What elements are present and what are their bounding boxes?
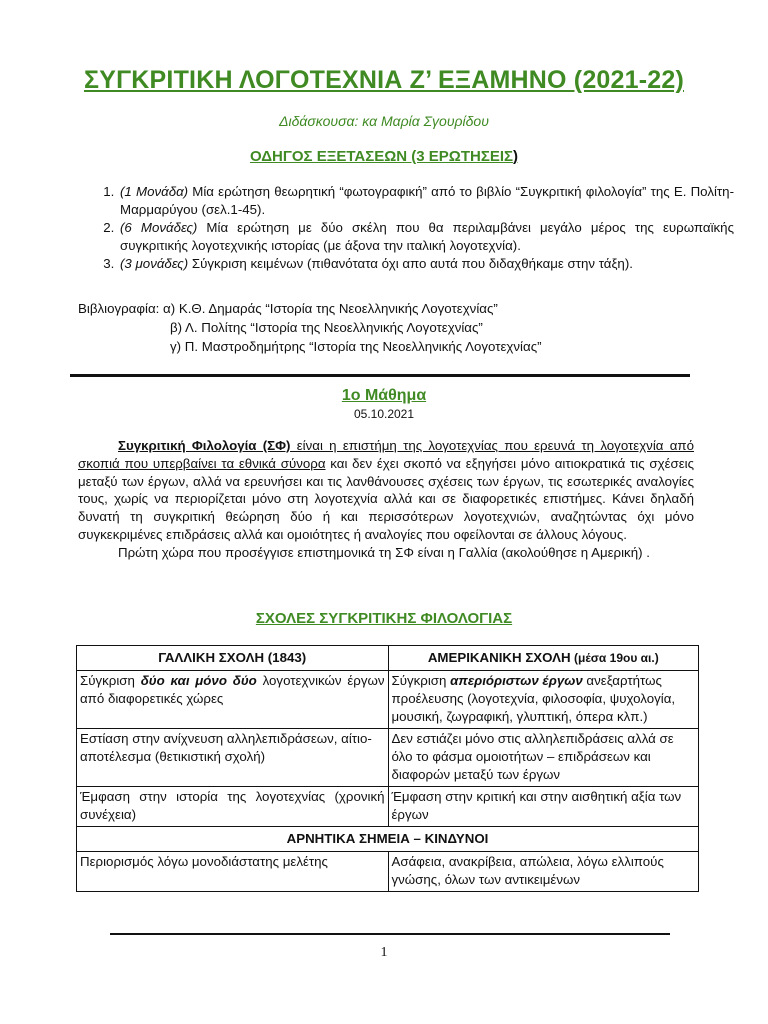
table-subheader-row (77, 827, 699, 852)
table-row (77, 671, 699, 729)
exam-guide-heading (0, 148, 768, 165)
bibliography-item: β) Λ. Πολίτης “Ιστορία της Νεοελληνικής Λογοτεχνίας” (170, 320, 483, 335)
teacher-line: Διδάσκουσα: κα Μαρία Σγουρίδου (279, 113, 489, 129)
column-header-french: ΓΑΛΛΙΚΗ ΣΧΟΛΗ (1843) (77, 646, 389, 671)
bibliography-row (78, 337, 698, 356)
table-row (77, 729, 699, 787)
term-highlight: Συγκριτική Φιλολογία (ΣΦ) (118, 438, 291, 453)
table-row (77, 787, 699, 827)
table-cell: Ασάφεια, ανακρίβεια, απώλεια, λόγω ελλιπούς γνώσης, όλων των αντικειμένων (388, 852, 699, 892)
table-cell: Περιορισμός λόγω μονοδιάστατης μελέτης (77, 852, 389, 892)
schools-heading: ΣΧΟΛΕΣ ΣΥΓΚΡΙΤΙΚΗΣ ΦΙΛΟΛΟΓΙΑΣ (255, 610, 513, 627)
bibliography-item: γ) Π. Μαστροδημήτρης “Ιστορία της Νεοελληνικής Λογοτεχνίας” (170, 339, 542, 354)
exam-question (118, 255, 734, 273)
footer-divider (110, 933, 670, 935)
bibliography-row (78, 318, 698, 337)
definition-underlined: είναι η επιστήμη της λογοτεχνίας που ερευνά τη λογοτεχνία από σκοπιά που υπερβαίνει τα εθνικά σύνορα (78, 438, 694, 471)
question-text: Σύγκριση κειμένων (πιθανότατα όχι απο αυτά που διδαχθήκαμε στην τάξη). (188, 256, 633, 271)
lesson-paragraph (78, 437, 694, 544)
cell-text: λογοτεχνικών έργων από διαφορετικές χώρες (80, 673, 385, 706)
table-cell (388, 671, 699, 729)
table-cell: Δεν εστιάζει μόνο στις αλληλεπιδράσεις αλλά σε όλο το φάσμα ομοιοτήτων – επιδράσεων και διαφορών μεταξύ των έργων (388, 729, 699, 787)
column-header-american-main: ΑΜΕΡΙΚΑΝΙΚΗ ΣΧΟΛΗ (427, 650, 571, 665)
question-text: Μία ερώτηση θεωρητική “φωτογραφική” από το βιβλίο “Συγκριτική φιλολογία” της Ε. Πολίτη- Μαρμαρύγου (σελ.1-45). (120, 184, 734, 217)
page-number: 1 (380, 945, 388, 960)
exam-questions-list (78, 183, 734, 273)
exam-guide-heading-text: ΟΔΗΓΟΣ ΕΞΕΤΑΣΕΩΝ (3 ΕΡΩΤΗΣΕΙΣ (249, 148, 514, 165)
document-title: ΣΥΓΚΡΙΤΙΚΗ ΛΟΓΟΤΕΧΝΙΑ Ζ’ ΕΞΑΜΗΝΟ (2021-22) (84, 66, 684, 94)
table-cell (77, 671, 389, 729)
cell-text: Σύγκριση (80, 673, 141, 688)
bibliography-label: Βιβλιογραφία: (78, 301, 160, 316)
question-text: Μία ερώτηση με δύο σκέλη που θα περιλαμβάνει μεγάλο μέρος της ευρωπαϊκής συγκριτικής λογοτεχνικής ιστορίας (με άξονα την ιταλική λογοτεχνία). (120, 220, 734, 253)
question-units: (1 Μονάδα) (120, 184, 189, 199)
question-units: (3 μονάδες) (120, 256, 189, 271)
risks-header: ΑΡΝΗΤΙΚΑ ΣΗΜΕΙΑ – ΚΙΝΔΥΝΟΙ (77, 827, 699, 852)
cell-text: Σύγκριση (391, 673, 451, 688)
lesson-title: 1ο Μάθημα (341, 387, 427, 404)
cell-emphasis: δύο και μόνο δύο (140, 673, 257, 688)
section-divider (70, 374, 690, 377)
column-header-american-sub: (μέσα 19ου αι.) (570, 651, 659, 665)
table-cell: Εστίαση στην ανίχνευση αλληλεπιδράσεων, αίτιο-αποτέλεσμα (θετικιστική σχολή) (77, 729, 389, 787)
exam-question (118, 219, 734, 255)
lesson-date: 05.10.2021 (353, 407, 415, 421)
table-cell: Έμφαση στην κριτική και στην αισθητική αξία των έργων (388, 787, 699, 827)
column-header-american (388, 646, 699, 671)
lesson-paragraph: Πρώτη χώρα που προσέγγισε επιστημονικά τη ΣΦ είναι η Γαλλία (ακολούθησε η Αμερική) . (118, 544, 650, 560)
table-header-row (77, 646, 699, 671)
cell-text: ανεξαρτήτως προέλευσης (λογοτεχνία, φιλοσοφία, ψυχολογία, μουσική, ζωγραφική, γλυπτική, όπερα κλπ.) (391, 673, 676, 724)
table-row (77, 852, 699, 892)
cell-emphasis: απεριόριστων έργων (450, 673, 583, 688)
bibliography (78, 299, 698, 356)
exam-question (118, 183, 734, 219)
question-units: (6 Μονάδες) (120, 220, 198, 235)
schools-comparison-table (76, 645, 699, 892)
bibliography-row (78, 299, 698, 318)
table-cell: Έμφαση στην ιστορία της λογοτεχνίας (χρονική συνέχεια) (77, 787, 389, 827)
lesson-body (78, 437, 694, 562)
paragraph-text: και δεν έχει σκοπό να εξηγήσει μόνο αιτιοκρατικά τις σχέσεις μεταξύ των έργων, αλλά να ερευνήσει και τις λανθάνουσες σχέσεις των έργων, τις εσωτερικές αναλογίες τους, χωρίς να περιορίζεται μόνο στη λογοτεχνία αλλά και σε διαφορετικές επιστήμες. Κάνει δηλαδή δυνατή τη συγκριτική θεώρηση δύο ή και περισσότερων λογοτεχνιών, αναζητώντας όχι μόνο συγκεκριμένες επιδράσεις αλλά και ομοιότητες ή αναλογίες που οφείλονται σε άλλους λόγους. (78, 455, 694, 542)
exam-guide-closing-paren: ) (513, 148, 519, 165)
bibliography-item: α) Κ.Θ. Δημαράς “Ιστορία της Νεοελληνικής Λογοτεχνίας” (163, 301, 498, 316)
